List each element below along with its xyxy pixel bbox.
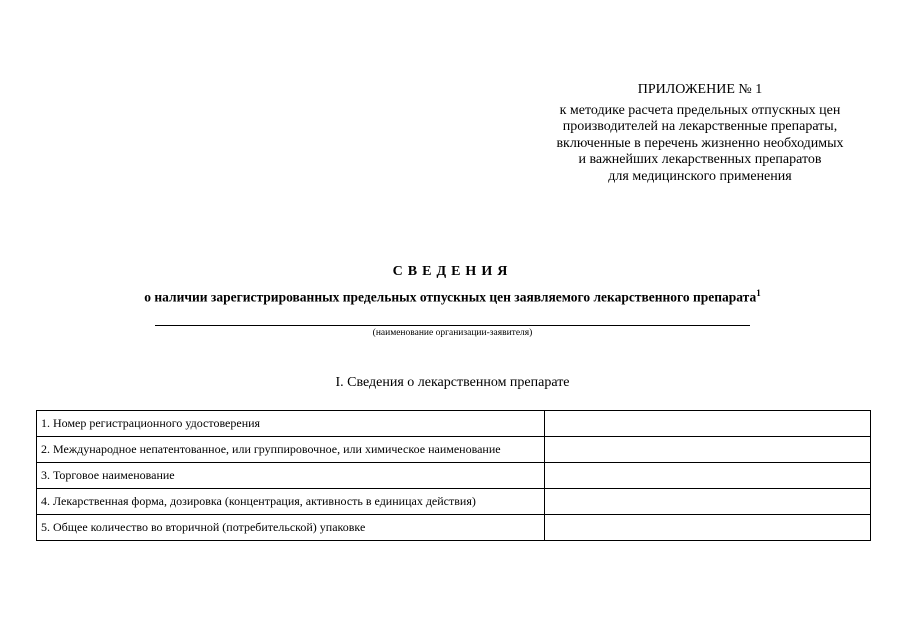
row-label: 4. Лекарственная форма, дозировка (концентрация, активность в единицах действия) [37,489,545,515]
organization-name-caption: (наименование организации-заявителя) [372,328,533,338]
appendix-line: производителей на лекарственные препараты, [562,119,838,134]
section-title: I. Сведения о лекарственном препарате [335,375,570,390]
organization-name-line [155,325,750,326]
table-row [37,515,871,541]
row-label: 5. Общее количество во вторичной (потребительской) упаковке [37,515,545,541]
row-value-cell[interactable] [545,463,871,489]
document-subtitle [0,288,905,306]
row-label: 3. Торговое наименование [37,463,545,489]
appendix-line: к методике расчета предельных отпускных цен [559,102,841,118]
table-row [37,437,871,463]
row-value-cell[interactable] [545,437,871,463]
appendix-line: для медицинского применения [608,168,792,184]
table-row [37,463,871,489]
row-value-cell[interactable] [545,515,871,541]
row-label: 2. Международное непатентованное, или группировочное, или химическое наименование [37,437,545,463]
footnote-marker: 1 [756,288,761,298]
row-label: 1. Номер регистрационного удостоверения [37,411,545,437]
table-row [37,411,871,437]
row-value-cell[interactable] [545,489,871,515]
appendix-line: включенные в перечень жизненно необходимых [556,135,844,151]
appendix-line: и важнейших лекарственных препаратов [578,152,822,167]
table-row [37,489,871,515]
appendix-header [500,82,900,185]
appendix-heading: ПРИЛОЖЕНИЕ № 1 [637,82,763,97]
row-value-cell[interactable] [545,411,871,437]
subtitle-text: о наличии зарегистрированных предельных отпускных цен заявляемого лекарственного препарата [144,289,757,305]
drug-info-table [36,410,871,541]
document-title: СВЕДЕНИЯ [392,264,513,279]
